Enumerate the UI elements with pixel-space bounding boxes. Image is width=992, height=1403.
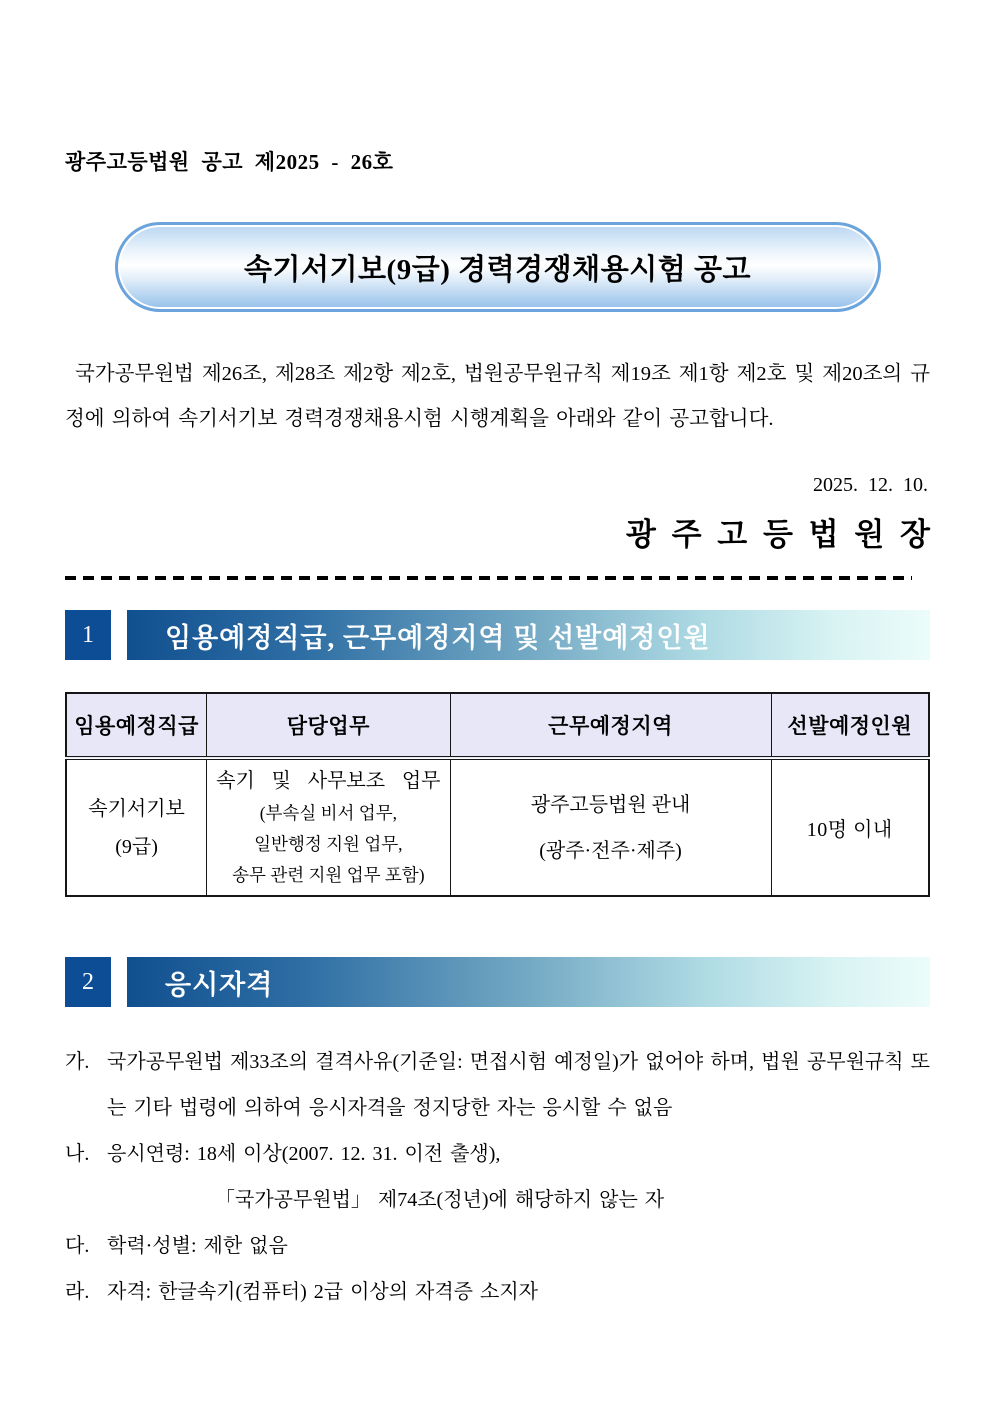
title-banner (115, 222, 881, 312)
item-line-2: 「국가공무원법」 제74조(정년)에 해당하지 않는 자 (215, 1189, 665, 1211)
quota-value: 10명 이내 (806, 819, 893, 841)
announcement-date: 2025. 12. 10. (813, 474, 928, 496)
table-row (66, 758, 929, 896)
section-2-title-bar (127, 957, 930, 1007)
cell-region (450, 758, 771, 896)
item-text: 국가공무원법 제33조의 결격사유(기준일: 면접시험 예정일)가 없어야 하며, 법원 공무원규칙 또는 기타 법령에 의하여 응시자격을 정지당한 자는 응시할 수 없음 (107, 1051, 930, 1119)
list-item-ga (65, 1039, 930, 1131)
intro-paragraph: 국가공무원법 제26조, 제28조 제2항 제2호, 법원공무원규칙 제19조 제1항 제2호 및 제20조의 규정에 의하여 속기서기보 경력경쟁채용시험 시행계획을 아래와 같이 공고합니다. (65, 363, 930, 430)
list-item-da (65, 1223, 930, 1269)
col-header-duty: 담당업무 (207, 693, 450, 758)
item-marker: 다. (65, 1235, 90, 1257)
col-header-rank: 임용예정직급 (66, 693, 207, 758)
eligibility-list (65, 1039, 930, 1315)
duty-sub-2: 일반행정 지원 업무, (254, 834, 403, 854)
section-2-header (65, 957, 930, 1007)
region-main: 광주고등법원 관내 (530, 793, 691, 816)
dashed-divider (65, 576, 912, 580)
col-header-quota: 선발예정인원 (771, 693, 929, 758)
section-1-header (65, 610, 930, 660)
cell-duty (207, 758, 450, 896)
recruitment-table (65, 692, 930, 897)
list-item-na (65, 1131, 930, 1223)
item-text: 자격: 한글속기(컴퓨터) 2급 이상의 자격증 소지자 (107, 1281, 538, 1303)
item-marker: 나. (65, 1143, 90, 1165)
list-item-ra (65, 1269, 930, 1315)
region-detail: (광주·전주·제주) (539, 839, 682, 862)
duty-main: 속기 및 사무보조 업무 (216, 770, 441, 792)
rank-title: 속기서기보 (88, 797, 185, 820)
item-text (107, 1131, 930, 1223)
section-1-title-bar (127, 610, 930, 660)
section-1-gap (111, 610, 127, 660)
col-header-region: 근무예정지역 (450, 693, 771, 758)
duty-sub-3: 송무 관련 지원 업무 포함) (232, 865, 425, 885)
item-text: 학력·성별: 제한 없음 (107, 1235, 288, 1257)
cell-rank (66, 758, 207, 896)
cell-quota (771, 758, 929, 896)
issuer-signature: 광 주 고 등 법 원 장 (625, 517, 930, 552)
duty-sub-1: (부속실 비서 업무, (259, 803, 397, 823)
table-header-row (66, 693, 929, 758)
section-1-number: 1 (65, 610, 111, 660)
page-title: 속기서기보(9급) 경력경쟁채용시험 공고 (243, 253, 752, 286)
section-1-title: 임용예정직급, 근무예정지역 및 선발예정인원 (165, 622, 711, 653)
section-2-number: 2 (65, 957, 111, 1007)
doc-number: 광주고등법원 공고 제2025 - 26호 (65, 150, 394, 174)
section-2-gap (111, 957, 127, 1007)
item-line-1: 응시연령: 18세 이상(2007. 12. 31. 이전 출생), (107, 1143, 501, 1165)
rank-grade: (9급) (115, 835, 158, 858)
item-marker: 가. (65, 1051, 90, 1073)
section-2-title: 응시자격 (165, 969, 274, 1000)
item-marker: 라. (65, 1281, 90, 1303)
